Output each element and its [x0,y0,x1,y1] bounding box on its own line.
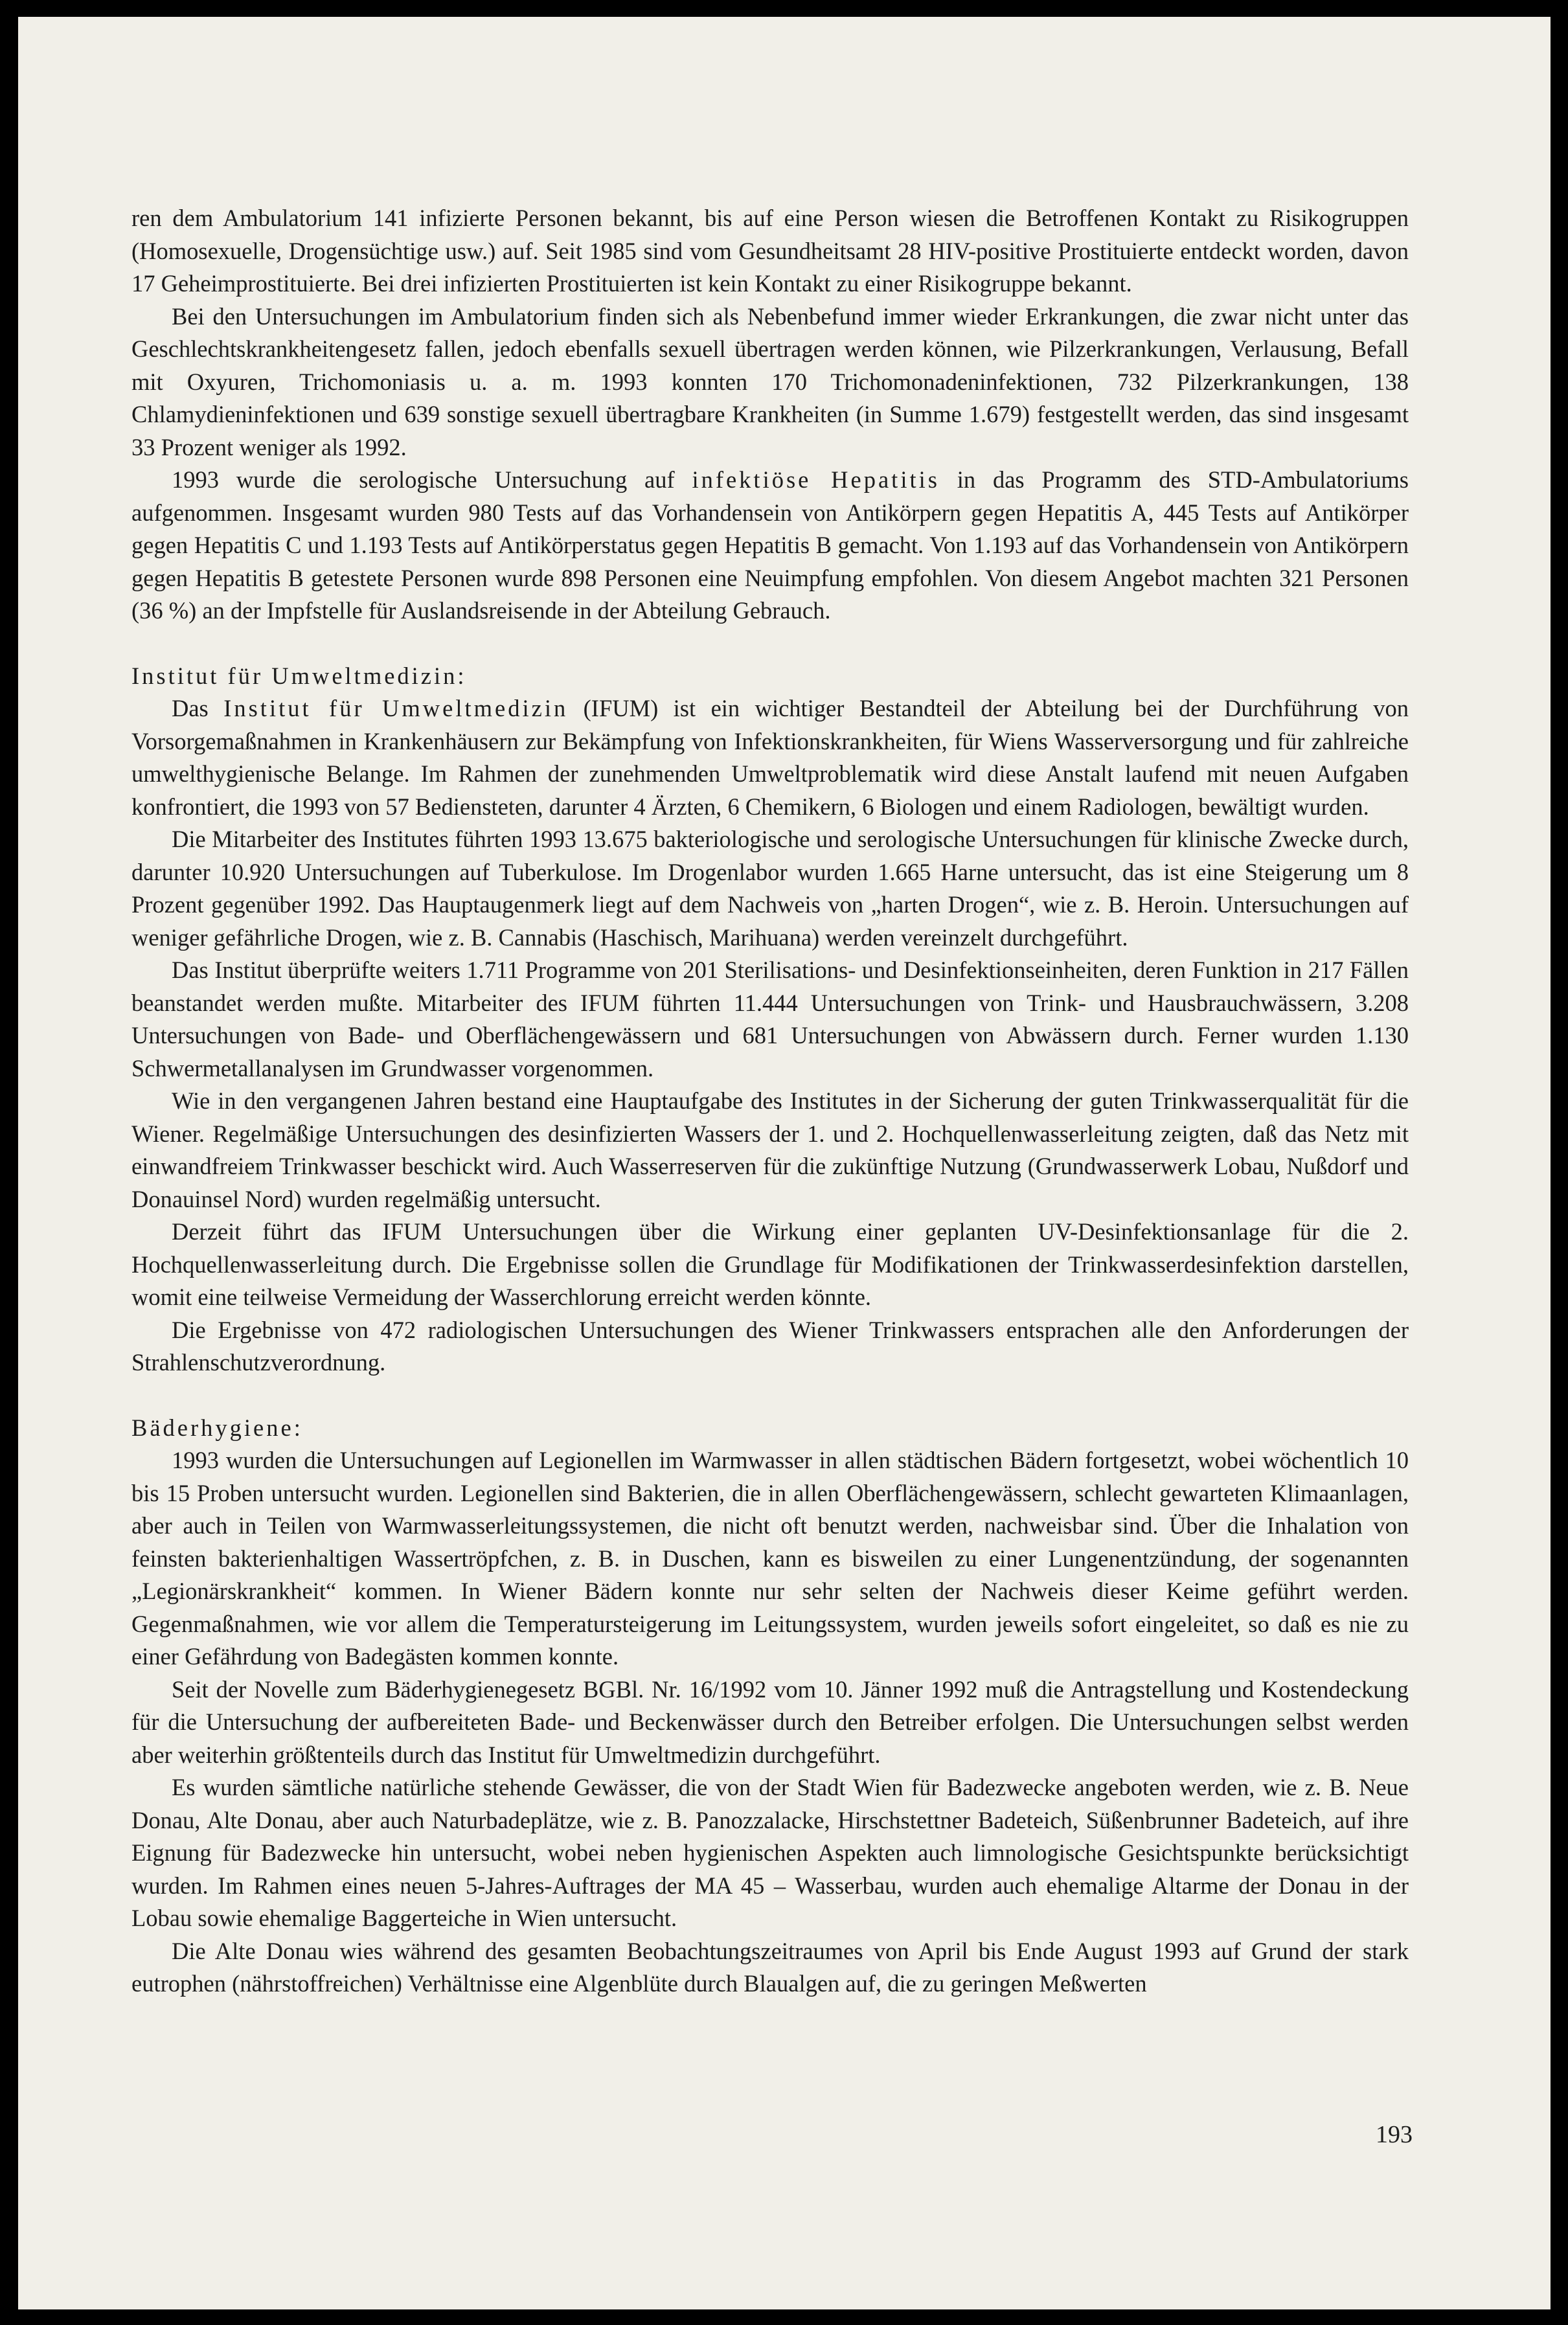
document-page [18,17,1551,2309]
section-heading-umweltmedizin: Institut für Umweltmedizin: [131,662,467,689]
paragraph: Die Mitarbeiter des Institutes führten 1993 13.675 bakteriologische und serologische Untersuchungen für klinische Zwecke durch, darunter 10.920 Untersuchungen auf Tuberkulose. Im Drogenlabor wurden 1.665 Harne untersucht, das ist eine Steigerung um 8 Prozent gegenüber 1992. Das Hauptaugenmerk liegt auf dem Nachweis von „harten Drogen“, wie z. B. Heroin. Untersuchungen auf weniger gefährliche Drogen, wie z. B. Cannabis (Haschisch, Marihuana) werden vereinzelt durchgeführt. [131,826,1409,951]
paragraph: ren dem Ambulatorium 141 infizierte Personen bekannt, bis auf eine Person wiesen die Betroffenen Kontakt zu Risikogruppen (Homosexuelle, Drogensüchtige usw.) auf. Seit 1985 sind vom Gesundheitsamt 28 HIV-positive Prostituierte entdeckt worden, davon 17 Geheimprostituierte. Bei drei infizierten Prostituierten ist kein Kontakt zu einer Risikogruppe bekannt. [131,205,1409,297]
paragraph: Die Alte Donau wies während des gesamten Beobachtungszeitraumes von April bis Ende August 1993 auf Grund der stark eutrophen (nährstoffreichen) Verhältnisse eine Algenblüte durch Blaualgen auf, die zu geringen Meßwerten [131,1937,1409,1997]
text-run: Das [172,695,224,721]
paragraph: Es wurden sämtliche natürliche stehende Gewässer, die von der Stadt Wien für Badezwecke angeboten werden, wie z. B. Neue Donau, Alte Donau, aber auch Naturbadeplätze, wie z. B. Panozzalacke, Hirschstettner Badeteich, Süßenbrunner Badeteich, auf ihre Eignung für Badezwecke hin untersucht, wobei neben hygienischen Aspekten auch limnologische Gesichtspunkte berücksichtigt wurden. Im Rahmen eines neuen 5-Jahres-Auftrages der MA 45 – Wasserbau, wurden auch ehemalige Altarme der Donau in der Lobau sowie ehemalige Baggerteiche in Wien untersucht. [131,1774,1409,1931]
paragraph: Derzeit führt das IFUM Untersuchungen über die Wirkung einer geplanten UV-Desinfektionsanlage für die 2. Hochquellenwasserleitung durch. Die Ergebnisse sollen die Grundlage für Modifikationen der Trinkwasserdesinfektion darstellen, womit eine teilweise Vermeidung der Wasserchlorung erreicht werden könnte. [131,1218,1409,1310]
page-number: 193 [1376,2121,1413,2148]
paragraph: Seit der Novelle zum Bäderhygienegesetz BGBl. Nr. 16/1992 vom 10. Jänner 1992 muß die Antragstellung und Kostendeckung für die Untersuchung der aufbereiteten Bade- und Beckenwässer durch den Betreiber erfolgen. Die Untersuchungen selbst werden aber weiterhin größtenteils durch das Institut für Umweltmedizin durchgeführt. [131,1675,1409,1768]
paragraph: 1993 wurden die Untersuchungen auf Legionellen im Warmwasser in allen städtischen Bädern fortgesetzt, wobei wöchentlich 10 bis 15 Proben untersucht wurden. Legionellen sind Bakterien, die in allen Oberflächengewässern, schlecht gewarteten Klimaanlagen, aber auch in Teilen von Warmwasserleitungssystemen, die nicht oft benutzt werden, nachweisbar sind. Über die Inhalation von feinsten bakterienhaltigen Wassertröpfchen, z. B. in Duschen, kann es bisweilen zu einer Lungenentzündung, der sogenannten „Legionärskrankheit“ kommen. In Wiener Bädern konnte nur sehr selten der Nachweis dieser Keime geführt werden. Gegenmaßnahmen, wie vor allem die Temperatursteigerung im Leitungssystem, wurden jeweils sofort eingeleitet, so daß es nie zu einer Gefährdung von Badegästen kommen konnte. [131,1447,1409,1670]
paragraph: Die Ergebnisse von 472 radiologischen Untersuchungen des Wiener Trinkwassers entsprachen alle den Anforderungen der Strahlenschutzverordnung. [131,1316,1409,1376]
paragraph: Wie in den vergangenen Jahren bestand eine Hauptaufgabe des Institutes in der Sicherung der guten Trinkwasserqualität für die Wiener. Regelmäßige Untersuchungen des desinfizierten Wassers der 1. und 2. Hochquellenwasserleitung zeigten, daß das Netz mit einwandfreiem Trinkwasser beschickt wird. Auch Wasserreserven für die zukünftige Nutzung (Grundwasserwerk Lobau, Nußdorf und Donauinsel Nord) wurden regelmäßig untersucht. [131,1087,1409,1212]
text-run: in das Programm des STD-Ambulatoriums aufgenommen. Insgesamt wurden 980 Tests auf das Vorhandensein von Antikörpern gegen Hepatitis A, 445 Tests auf Antikörper gegen Hepatitis C und 1.193 Tests auf Antikörperstatus gegen Hepatitis B gemacht. Von 1.193 auf das Vorhandensein von Antikörpern gegen Hepatitis B getestete Personen wurde 898 Personen eine Neuimpfung empfohlen. Von diesem Angebot machten 321 Personen (36 %) an der Impfstelle für Auslandsreisende in der Abteilung Gebrauch. [131,466,1409,624]
paragraph: Bei den Untersuchungen im Ambulatorium finden sich als Nebenbefund immer wieder Erkrankungen, die zwar nicht unter das Geschlechtskrankheitengesetz fallen, jedoch ebenfalls sexuell übertragen werden können, wie Pilzerkrankungen, Verlausung, Befall mit Oxyuren, Trichomoniasis u. a. m. 1993 konnten 170 Trichomonadeninfektionen, 732 Pilzerkrankungen, 138 Chlamydieninfektionen und 639 sonstige sexuell übertragbare Krankheiten (in Summe 1.679) festgestellt werden, das sind insgesamt 33 Prozent weniger als 1992. [131,302,1409,460]
paragraph-ifum-intro [131,692,1409,823]
page-body [131,202,1409,2001]
section-heading-baederhygiene: Bäderhygiene: [131,1414,303,1441]
text-run: 1993 wurde die serologische Untersuchung auf [172,466,692,493]
paragraph-hepatitis [131,464,1409,628]
paragraph: Das Institut überprüfte weiters 1.711 Programme von 201 Sterilisations- und Desinfektionseinheiten, deren Funktion in 217 Fällen beanstandet werden mußte. Mitarbeiter des IFUM führten 11.444 Untersuchungen von Trink- und Hausbrauchwässern, 3.208 Untersuchungen von Bade- und Oberflächengewässern und 681 Untersuchungen von Abwässern durch. Ferner wurden 1.130 Schwermetallanalysen im Grundwasser vorgenommen. [131,957,1409,1082]
text-run: (IFUM) ist ein wichtiger Bestandteil der Abteilung bei der Durchführung von Vorsorgemaßnahmen in Krankenhäusern zur Bekämpfung von Infektionskrankheiten, für Wiens Wasserversorgung und für zahlreiche umwelthygienische Belange. Im Rahmen der zunehmenden Umweltproblematik wird diese Anstalt laufend mit neuen Aufgaben konfrontiert, die 1993 von 57 Bediensteten, darunter 4 Ärzten, 6 Chemikern, 6 Biologen und einem Radiologen, bewältigt wurden. [131,695,1409,820]
emphasis-term: Institut für Umweltmedizin [223,695,569,721]
emphasis-term: infektiöse Hepatitis [692,466,940,493]
